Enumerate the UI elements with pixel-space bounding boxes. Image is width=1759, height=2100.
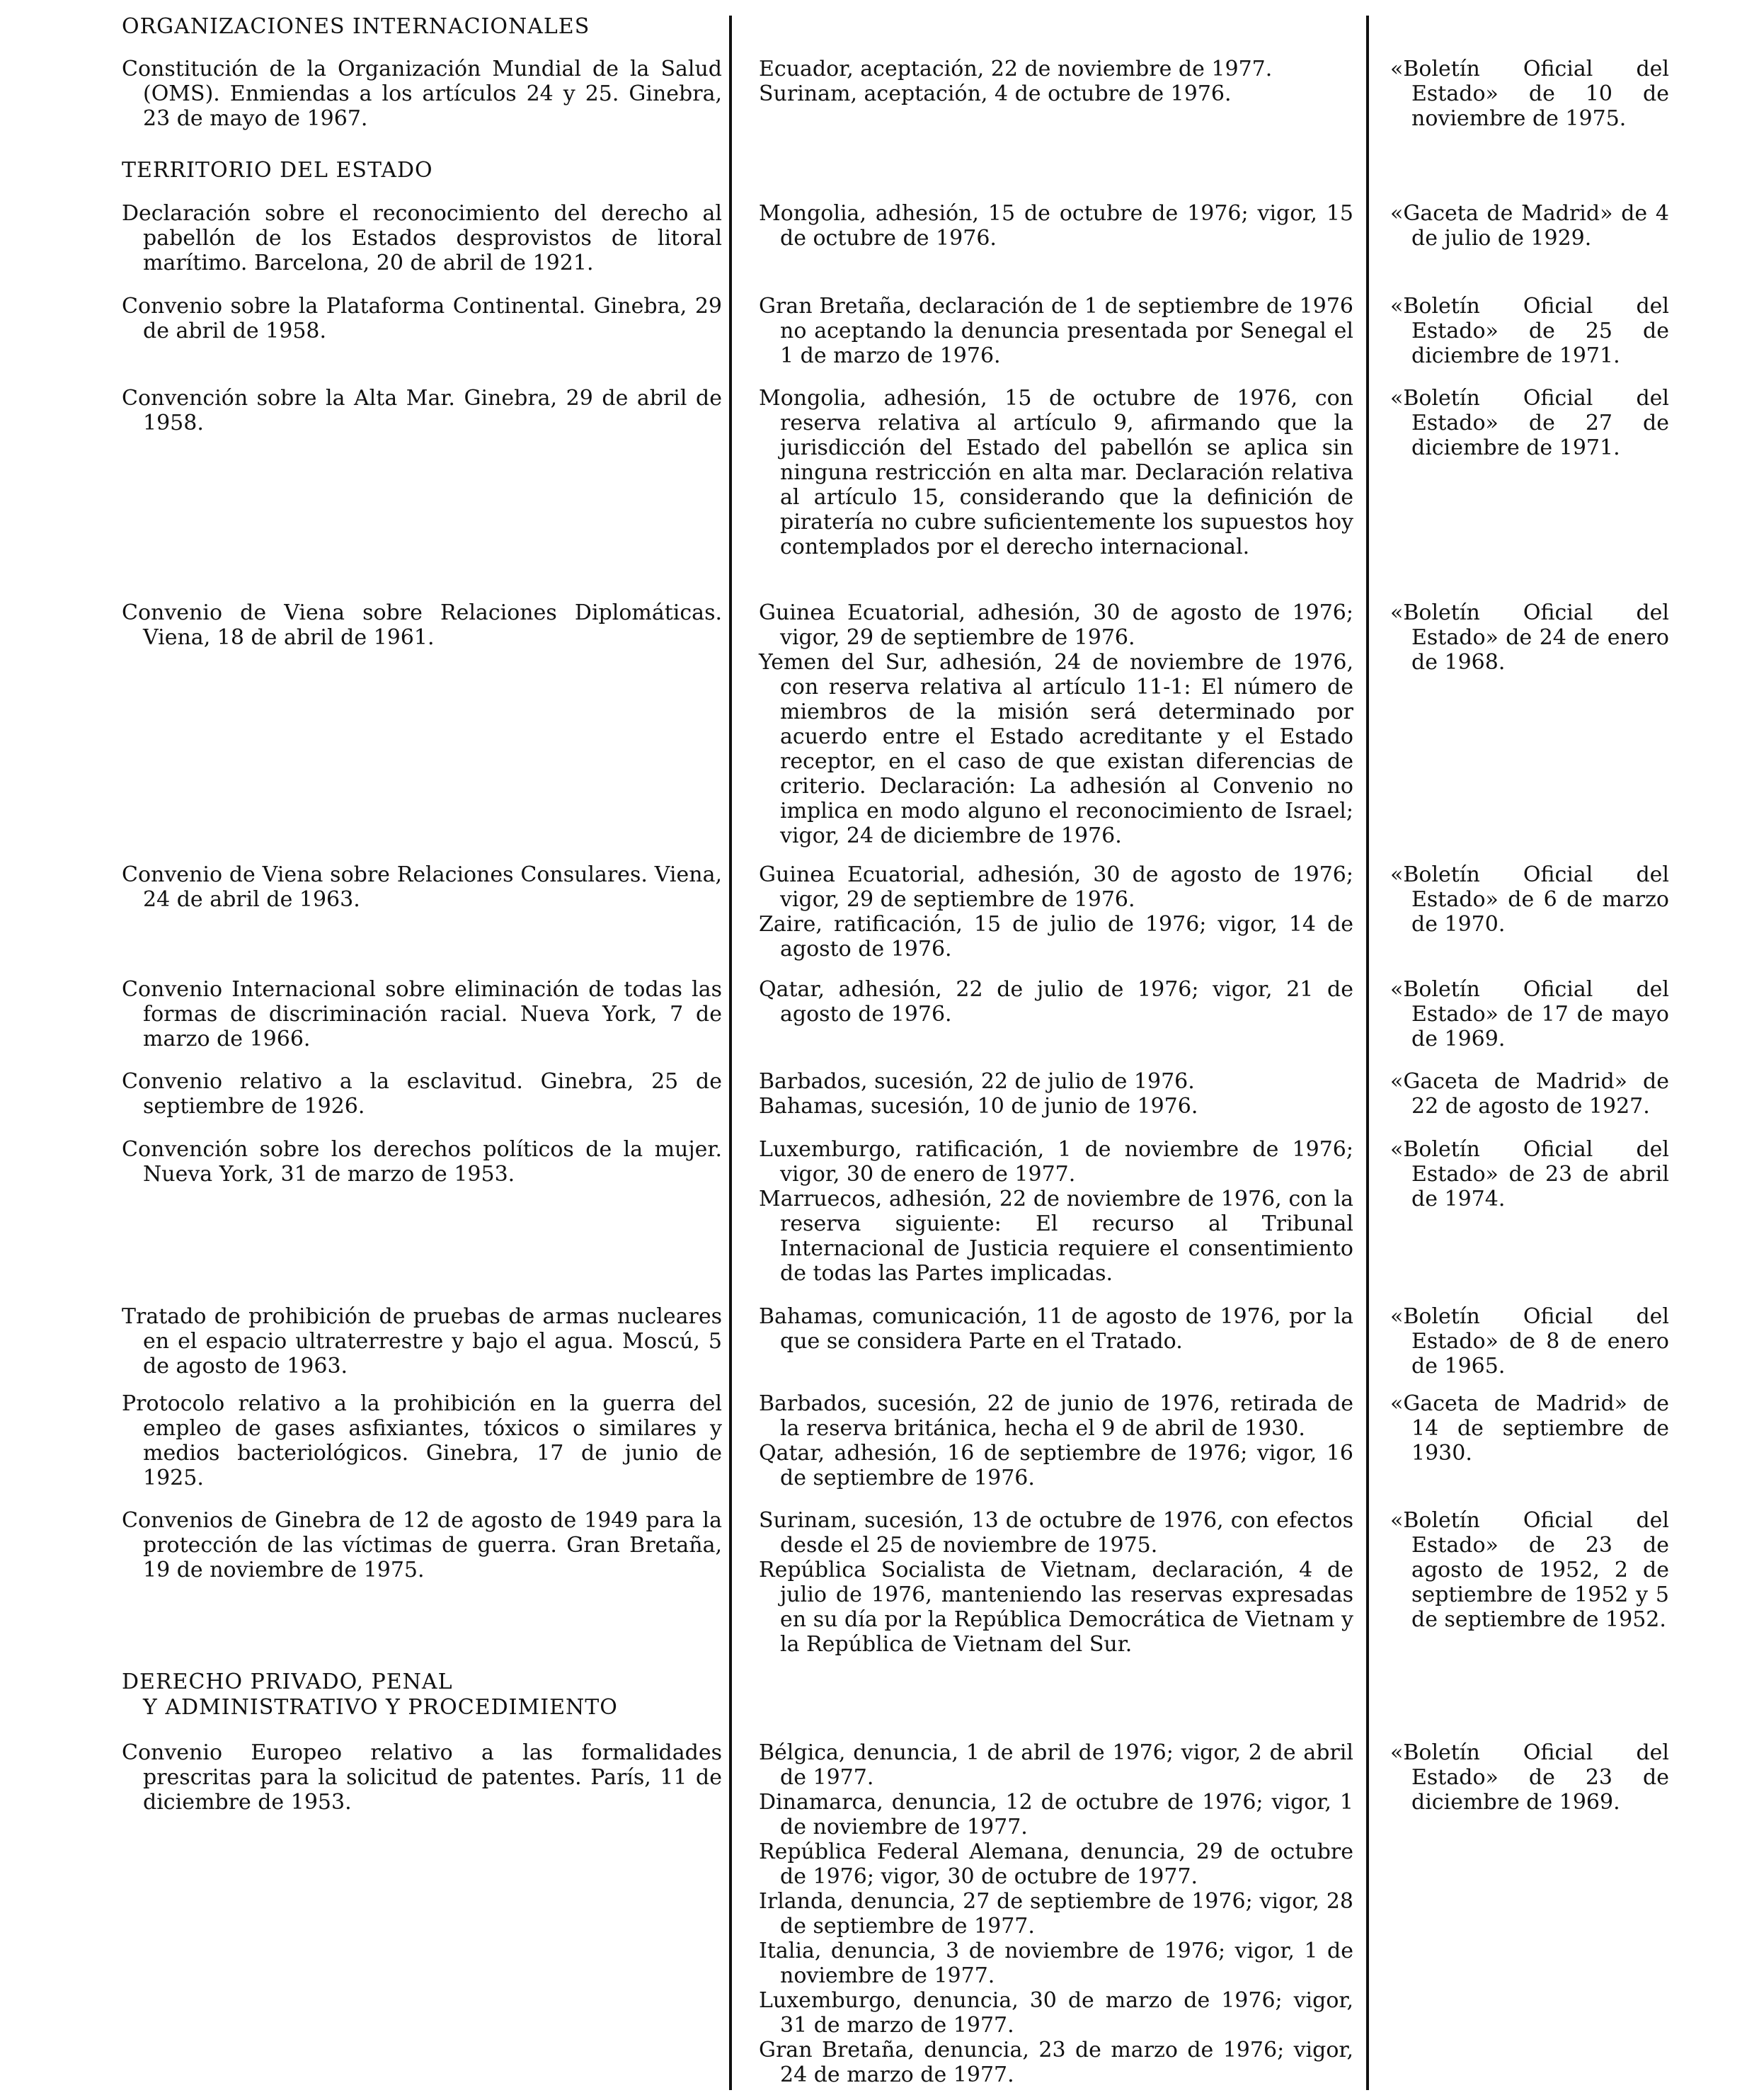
action-entry xyxy=(759,201,1353,251)
treaty-entry xyxy=(122,1137,722,1187)
publication-entry xyxy=(1390,1304,1669,1379)
action-item: Bahamas, comunicación, 11 de agosto de 1976, por la que se considera Parte en el Tratado. xyxy=(759,1304,1353,1354)
action-item: Qatar, adhesión, 22 de julio de 1976; vigor, 21 de agosto de 1976. xyxy=(759,977,1353,1027)
section-heading-text: ORGANIZACIONES INTERNACIONALES xyxy=(122,14,590,39)
section-heading-line: Y ADMINISTRATIVO Y PROCEDIMIENTO xyxy=(143,1695,618,1720)
action-item: Irlanda, denuncia, 27 de septiembre de 1976; vigor, 28 de septiembre de 1977. xyxy=(759,1889,1353,1939)
treaty-text: Convenios de Ginebra de 12 de agosto de 1949 para la protección de las víctimas de guerra. Gran Bretaña, 19 de noviembre de 1975. xyxy=(122,1508,722,1582)
publication-entry xyxy=(1390,201,1669,251)
action-item: Barbados, sucesión, 22 de junio de 1976, retirada de la reserva británica, hecha el 9 de abril de 1930. xyxy=(759,1391,1353,1441)
treaty-text: Convenio Internacional sobre eliminación de todas las formas de discriminación racial. Nueva York, 7 de marzo de 1966. xyxy=(122,977,722,1051)
treaty-text: Convenio relativo a la esclavitud. Ginebra, 25 de septiembre de 1926. xyxy=(122,1069,722,1119)
publication-text: «Boletín Oficial del Estado» de 25 de diciembre de 1971. xyxy=(1390,294,1669,368)
action-entry xyxy=(759,57,1272,106)
publication-text: «Boletín Oficial del Estado» de 8 de enero de 1965. xyxy=(1390,1304,1669,1379)
treaty-entry xyxy=(122,600,722,650)
treaty-text: Tratado de prohibición de pruebas de armas nucleares en el espacio ultraterrestre y bajo el agua. Moscú, 5 de agosto de 1963. xyxy=(122,1304,722,1379)
section-heading xyxy=(122,1670,730,1720)
publication-entry xyxy=(1390,862,1669,937)
treaty-entry xyxy=(122,1391,722,1490)
section-heading xyxy=(122,158,730,183)
treaty-text: Protocolo relativo a la prohibición en la guerra del empleo de gases asfixiantes, tóxicos o similares y medios bacteriológicos. Ginebra, 17 de junio de 1925. xyxy=(122,1391,722,1490)
treaty-entry xyxy=(122,1740,722,1815)
action-item: Zaire, ratificación, 15 de julio de 1976; vigor, 14 de agosto de 1976. xyxy=(759,912,1353,961)
publication-entry xyxy=(1390,1740,1669,1815)
section-heading-text: TERRITORIO DEL ESTADO xyxy=(122,158,433,183)
action-item: Guinea Ecuatorial, adhesión, 30 de agosto de 1976; vigor, 29 de septiembre de 1976. xyxy=(759,600,1353,650)
action-item: Guinea Ecuatorial, adhesión, 30 de agosto de 1976; vigor, 29 de septiembre de 1976. xyxy=(759,862,1353,912)
action-item: Bahamas, sucesión, 10 de junio de 1976. xyxy=(759,1094,1198,1119)
treaty-entry xyxy=(122,201,722,275)
action-item: Bélgica, denuncia, 1 de abril de 1976; vigor, 2 de abril de 1977. xyxy=(759,1740,1353,1790)
publication-entry xyxy=(1390,57,1669,131)
publication-text: «Boletín Oficial del Estado» de 23 de abril de 1974. xyxy=(1390,1137,1669,1211)
action-entry xyxy=(759,1137,1353,1286)
action-item: Surinam, sucesión, 13 de octubre de 1976, con efectos desde el 25 de noviembre de 1975. xyxy=(759,1508,1353,1558)
treaty-text: Declaración sobre el reconocimiento del derecho al pabellón de los Estados desprovistos de litoral marítimo. Barcelona, 20 de abril de 1921. xyxy=(122,201,722,275)
column-divider-left xyxy=(729,16,732,2090)
publication-entry xyxy=(1390,977,1669,1051)
action-item: Qatar, adhesión, 16 de septiembre de 1976; vigor, 16 de septiembre de 1976. xyxy=(759,1441,1353,1490)
action-item: Luxemburgo, ratificación, 1 de noviembre de 1976; vigor, 30 de enero de 1977. xyxy=(759,1137,1353,1187)
action-entry xyxy=(759,862,1353,961)
treaty-text: Convenio de Viena sobre Relaciones Diplomáticas. Viena, 18 de abril de 1961. xyxy=(122,600,722,650)
action-entry xyxy=(759,1508,1353,1657)
action-item: Gran Bretaña, declaración de 1 de septiembre de 1976 no aceptando la denuncia presentada por Senegal el 1 de marzo de 1976. xyxy=(759,294,1353,368)
action-item: Luxemburgo, denuncia, 30 de marzo de 1976; vigor, 31 de marzo de 1977. xyxy=(759,1988,1353,2038)
treaty-entry xyxy=(122,386,722,435)
publication-text: «Gaceta de Madrid» de 22 de agosto de 1927. xyxy=(1390,1069,1669,1119)
action-item: Yemen del Sur, adhesión, 24 de noviembre de 1976, con reserva relativa al artículo 11-1: El número de miembros de la misión será determinado por acuerdo entre el Estado acreditante y el Estado receptor, en el caso de que existan diferencias de criterio. Declaración: La adhesión al Convenio no implica en modo alguno el reconocimiento de Israel; vigor, 24 de diciembre de 1976. xyxy=(759,650,1353,848)
publication-text: «Boletín Oficial del Estado» de 17 de mayo de 1969. xyxy=(1390,977,1669,1051)
action-item: Dinamarca, denuncia, 12 de octubre de 1976; vigor, 1 de noviembre de 1977. xyxy=(759,1790,1353,1839)
treaty-text: Convenio Europeo relativo a las formalidades prescritas para la solicitud de patentes. París, 11 de diciembre de 1953. xyxy=(122,1740,722,1815)
action-entry xyxy=(759,977,1353,1027)
action-entry xyxy=(759,1069,1198,1119)
treaty-entry xyxy=(122,57,722,131)
publication-text: «Boletín Oficial del Estado» de 23 de diciembre de 1969. xyxy=(1390,1740,1669,1815)
publication-text: «Boletín Oficial del Estado» de 27 de diciembre de 1971. xyxy=(1390,386,1669,460)
publication-entry xyxy=(1390,1069,1669,1119)
treaty-entry xyxy=(122,1508,722,1582)
treaty-text: Constitución de la Organización Mundial de la Salud (OMS). Enmiendas a los artículos 24 y 25. Ginebra, 23 de mayo de 1967. xyxy=(122,57,722,131)
action-entry xyxy=(759,1391,1353,1490)
treaty-entry xyxy=(122,1069,722,1119)
publication-text: «Boletín Oficial del Estado» de 23 de agosto de 1952, 2 de septiembre de 1952 y 5 de septiembre de 1952. xyxy=(1390,1508,1669,1632)
publication-entry xyxy=(1390,1391,1669,1466)
publication-entry xyxy=(1390,600,1669,675)
column-divider-right xyxy=(1366,16,1369,2090)
section-heading-line: DERECHO PRIVADO, PENAL xyxy=(122,1670,453,1694)
action-entry xyxy=(759,600,1353,848)
action-item: Gran Bretaña, denuncia, 23 de marzo de 1976; vigor, 24 de marzo de 1977. xyxy=(759,2038,1353,2087)
publication-entry xyxy=(1390,1137,1669,1211)
publication-text: «Boletín Oficial del Estado» de 10 de noviembre de 1975. xyxy=(1390,57,1669,131)
action-item: Barbados, sucesión, 22 de julio de 1976. xyxy=(759,1069,1195,1094)
treaty-text: Convención sobre la Alta Mar. Ginebra, 29 de abril de 1958. xyxy=(122,386,722,435)
publication-text: «Boletín Oficial del Estado» de 24 de enero de 1968. xyxy=(1390,600,1669,675)
treaty-text: Convenio de Viena sobre Relaciones Consulares. Viena, 24 de abril de 1963. xyxy=(122,862,722,912)
publication-entry xyxy=(1390,386,1669,460)
action-item: República Socialista de Vietnam, declaración, 4 de julio de 1976, manteniendo las reservas expresadas en su día por la República Democrática de Vietnam y la República de Vietnam del Sur. xyxy=(759,1558,1353,1657)
action-item: Surinam, aceptación, 4 de octubre de 1976. xyxy=(759,81,1232,106)
treaty-text: Convenio sobre la Plataforma Continental. Ginebra, 29 de abril de 1958. xyxy=(122,294,722,343)
treaty-text: Convención sobre los derechos políticos de la mujer. Nueva York, 31 de marzo de 1953. xyxy=(122,1137,722,1187)
action-item: Mongolia, adhesión, 15 de octubre de 1976, con reserva relativa al artículo 9, afirmando que la jurisdicción del Estado del pabellón se aplica sin ninguna restricción en alta mar. Declaración relativa al artículo 15, considerando que la definición de piratería no cubre suficientemente los supuestos hoy contemplados por el derecho internacional. xyxy=(759,386,1353,559)
action-item: Marruecos, adhesión, 22 de noviembre de 1976, con la reserva siguiente: El recurso al Tribunal Internacional de Justicia requiere el consentimiento de todas las Partes implicadas. xyxy=(759,1187,1353,1286)
treaty-entry xyxy=(122,294,722,343)
publication-entry xyxy=(1390,1508,1669,1632)
publication-text: «Gaceta de Madrid» de 14 de septiembre de 1930. xyxy=(1390,1391,1669,1466)
treaty-entry xyxy=(122,977,722,1051)
action-item: República Federal Alemana, denuncia, 29 de octubre de 1976; vigor, 30 de octubre de 1977. xyxy=(759,1839,1353,1889)
section-heading xyxy=(122,14,730,40)
action-item: Mongolia, adhesión, 15 de octubre de 1976; vigor, 15 de octubre de 1976. xyxy=(759,201,1353,251)
action-item: Italia, denuncia, 3 de noviembre de 1976; vigor, 1 de noviembre de 1977. xyxy=(759,1939,1353,1988)
treaty-entry xyxy=(122,862,722,912)
action-entry xyxy=(759,1304,1353,1354)
publication-text: «Gaceta de Madrid» de 4 de julio de 1929. xyxy=(1390,201,1669,251)
publication-entry xyxy=(1390,294,1669,368)
action-item: Ecuador, aceptación, 22 de noviembre de 1977. xyxy=(759,57,1273,81)
action-entry xyxy=(759,294,1353,368)
action-entry xyxy=(759,1740,1353,2087)
publication-text: «Boletín Oficial del Estado» de 6 de marzo de 1970. xyxy=(1390,862,1669,937)
treaty-entry xyxy=(122,1304,722,1379)
action-entry xyxy=(759,386,1353,559)
